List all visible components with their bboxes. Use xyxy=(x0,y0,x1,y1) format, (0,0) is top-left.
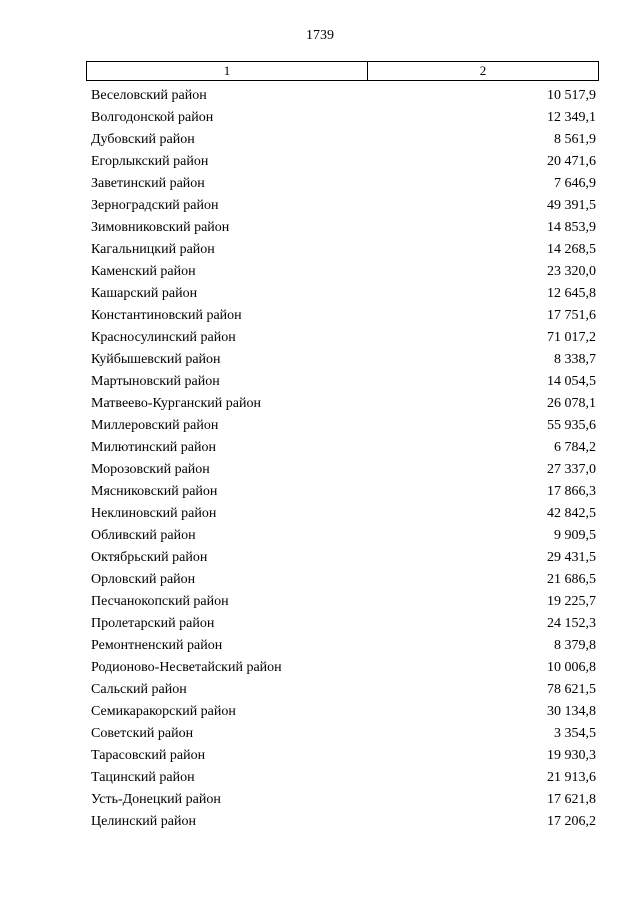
district-name: Ремонтненский район xyxy=(91,638,223,653)
district-value: 14 268,5 xyxy=(547,242,596,257)
table-row xyxy=(88,217,596,239)
column-header-2: 2 xyxy=(479,63,487,78)
district-name: Дубовский район xyxy=(91,132,195,147)
district-value: 78 621,5 xyxy=(547,682,596,697)
district-value: 42 842,5 xyxy=(547,506,596,521)
table-row xyxy=(88,327,596,349)
district-name: Миллеровский район xyxy=(91,418,219,433)
district-name: Родионово-Несветайский район xyxy=(91,660,282,675)
table-row xyxy=(88,525,596,547)
district-value: 7 646,9 xyxy=(554,176,596,191)
district-name: Матвеево-Курганский район xyxy=(91,396,261,411)
district-name: Кашарский район xyxy=(91,286,198,301)
district-value: 17 866,3 xyxy=(547,484,596,499)
table-row xyxy=(88,547,596,569)
table-row xyxy=(88,239,596,261)
table-header xyxy=(86,61,599,81)
district-name: Милютинский район xyxy=(91,440,217,455)
table-row xyxy=(88,459,596,481)
district-value: 19 930,3 xyxy=(547,748,596,763)
table-row xyxy=(88,679,596,701)
table-row xyxy=(88,811,596,833)
district-name: Волгодонской район xyxy=(91,110,214,125)
table-row xyxy=(88,767,596,789)
district-value: 30 134,8 xyxy=(547,704,596,719)
table-row xyxy=(88,481,596,503)
district-name: Заветинский район xyxy=(91,176,205,191)
district-value: 17 751,6 xyxy=(547,308,596,323)
district-value: 8 338,7 xyxy=(554,352,596,367)
district-value: 9 909,5 xyxy=(554,528,596,543)
table-row xyxy=(88,635,596,657)
table-body xyxy=(88,85,596,833)
table-row xyxy=(88,789,596,811)
district-name: Обливский район xyxy=(91,528,196,543)
district-value: 8 561,9 xyxy=(554,132,596,147)
district-value: 12 349,1 xyxy=(547,110,596,125)
table-row xyxy=(88,701,596,723)
district-name: Веселовский район xyxy=(91,88,207,103)
district-name: Целинский район xyxy=(91,814,196,829)
district-name: Зерноградский район xyxy=(91,198,219,213)
table-row xyxy=(88,745,596,767)
district-value: 17 621,8 xyxy=(547,792,596,807)
district-value: 27 337,0 xyxy=(547,462,596,477)
table-row xyxy=(88,393,596,415)
table-row xyxy=(88,591,596,613)
table-row xyxy=(88,305,596,327)
district-value: 26 078,1 xyxy=(547,396,596,411)
district-value: 6 784,2 xyxy=(554,440,596,455)
table-row xyxy=(88,261,596,283)
district-value: 14 853,9 xyxy=(547,220,596,235)
district-value: 49 391,5 xyxy=(547,198,596,213)
table-row xyxy=(88,503,596,525)
district-name: Сальский район xyxy=(91,682,187,697)
district-name: Каменский район xyxy=(91,264,196,279)
district-name: Константиновский район xyxy=(91,308,242,323)
district-value: 14 054,5 xyxy=(547,374,596,389)
district-name: Орловский район xyxy=(91,572,196,587)
district-value: 12 645,8 xyxy=(547,286,596,301)
district-name: Мясниковский район xyxy=(91,484,218,499)
district-value: 20 471,6 xyxy=(547,154,596,169)
district-value: 21 913,6 xyxy=(547,770,596,785)
table-row xyxy=(88,129,596,151)
district-value: 21 686,5 xyxy=(547,572,596,587)
district-value: 24 152,3 xyxy=(547,616,596,631)
district-name: Неклиновский район xyxy=(91,506,217,521)
table-row xyxy=(88,85,596,107)
district-value: 8 379,8 xyxy=(554,638,596,653)
district-name: Егорлыкский район xyxy=(91,154,209,169)
district-value: 19 225,7 xyxy=(547,594,596,609)
table-row xyxy=(88,173,596,195)
table-row xyxy=(88,723,596,745)
district-name: Октябрьский район xyxy=(91,550,208,565)
table-row xyxy=(88,107,596,129)
district-value: 23 320,0 xyxy=(547,264,596,279)
district-name: Семикаракорский район xyxy=(91,704,236,719)
district-name: Куйбышевский район xyxy=(91,352,221,367)
table-row xyxy=(88,657,596,679)
table-row xyxy=(88,613,596,635)
district-name: Кагальницкий район xyxy=(91,242,215,257)
table-row xyxy=(88,349,596,371)
district-name: Тацинский район xyxy=(91,770,195,785)
district-name: Тарасовский район xyxy=(91,748,206,763)
district-value: 17 206,2 xyxy=(547,814,596,829)
district-name: Песчанокопский район xyxy=(91,594,229,609)
district-name: Советский район xyxy=(91,726,194,741)
district-value: 71 017,2 xyxy=(547,330,596,345)
table-row xyxy=(88,569,596,591)
district-name: Красносулинский район xyxy=(91,330,236,345)
table-row xyxy=(88,437,596,459)
district-value: 29 431,5 xyxy=(547,550,596,565)
district-name: Зимовниковский район xyxy=(91,220,230,235)
district-value: 55 935,6 xyxy=(547,418,596,433)
table-row xyxy=(88,371,596,393)
table-row xyxy=(88,151,596,173)
district-name: Мартыновский район xyxy=(91,374,220,389)
district-value: 10 517,9 xyxy=(547,88,596,103)
column-header-1: 1 xyxy=(87,62,368,80)
district-name: Морозовский район xyxy=(91,462,210,477)
table-row xyxy=(88,415,596,437)
page-number: 1739 xyxy=(306,28,334,43)
district-value: 10 006,8 xyxy=(547,660,596,675)
district-name: Пролетарский район xyxy=(91,616,215,631)
district-name: Усть-Донецкий район xyxy=(91,792,221,807)
table-row xyxy=(88,283,596,305)
district-value: 3 354,5 xyxy=(554,726,596,741)
table-row xyxy=(88,195,596,217)
